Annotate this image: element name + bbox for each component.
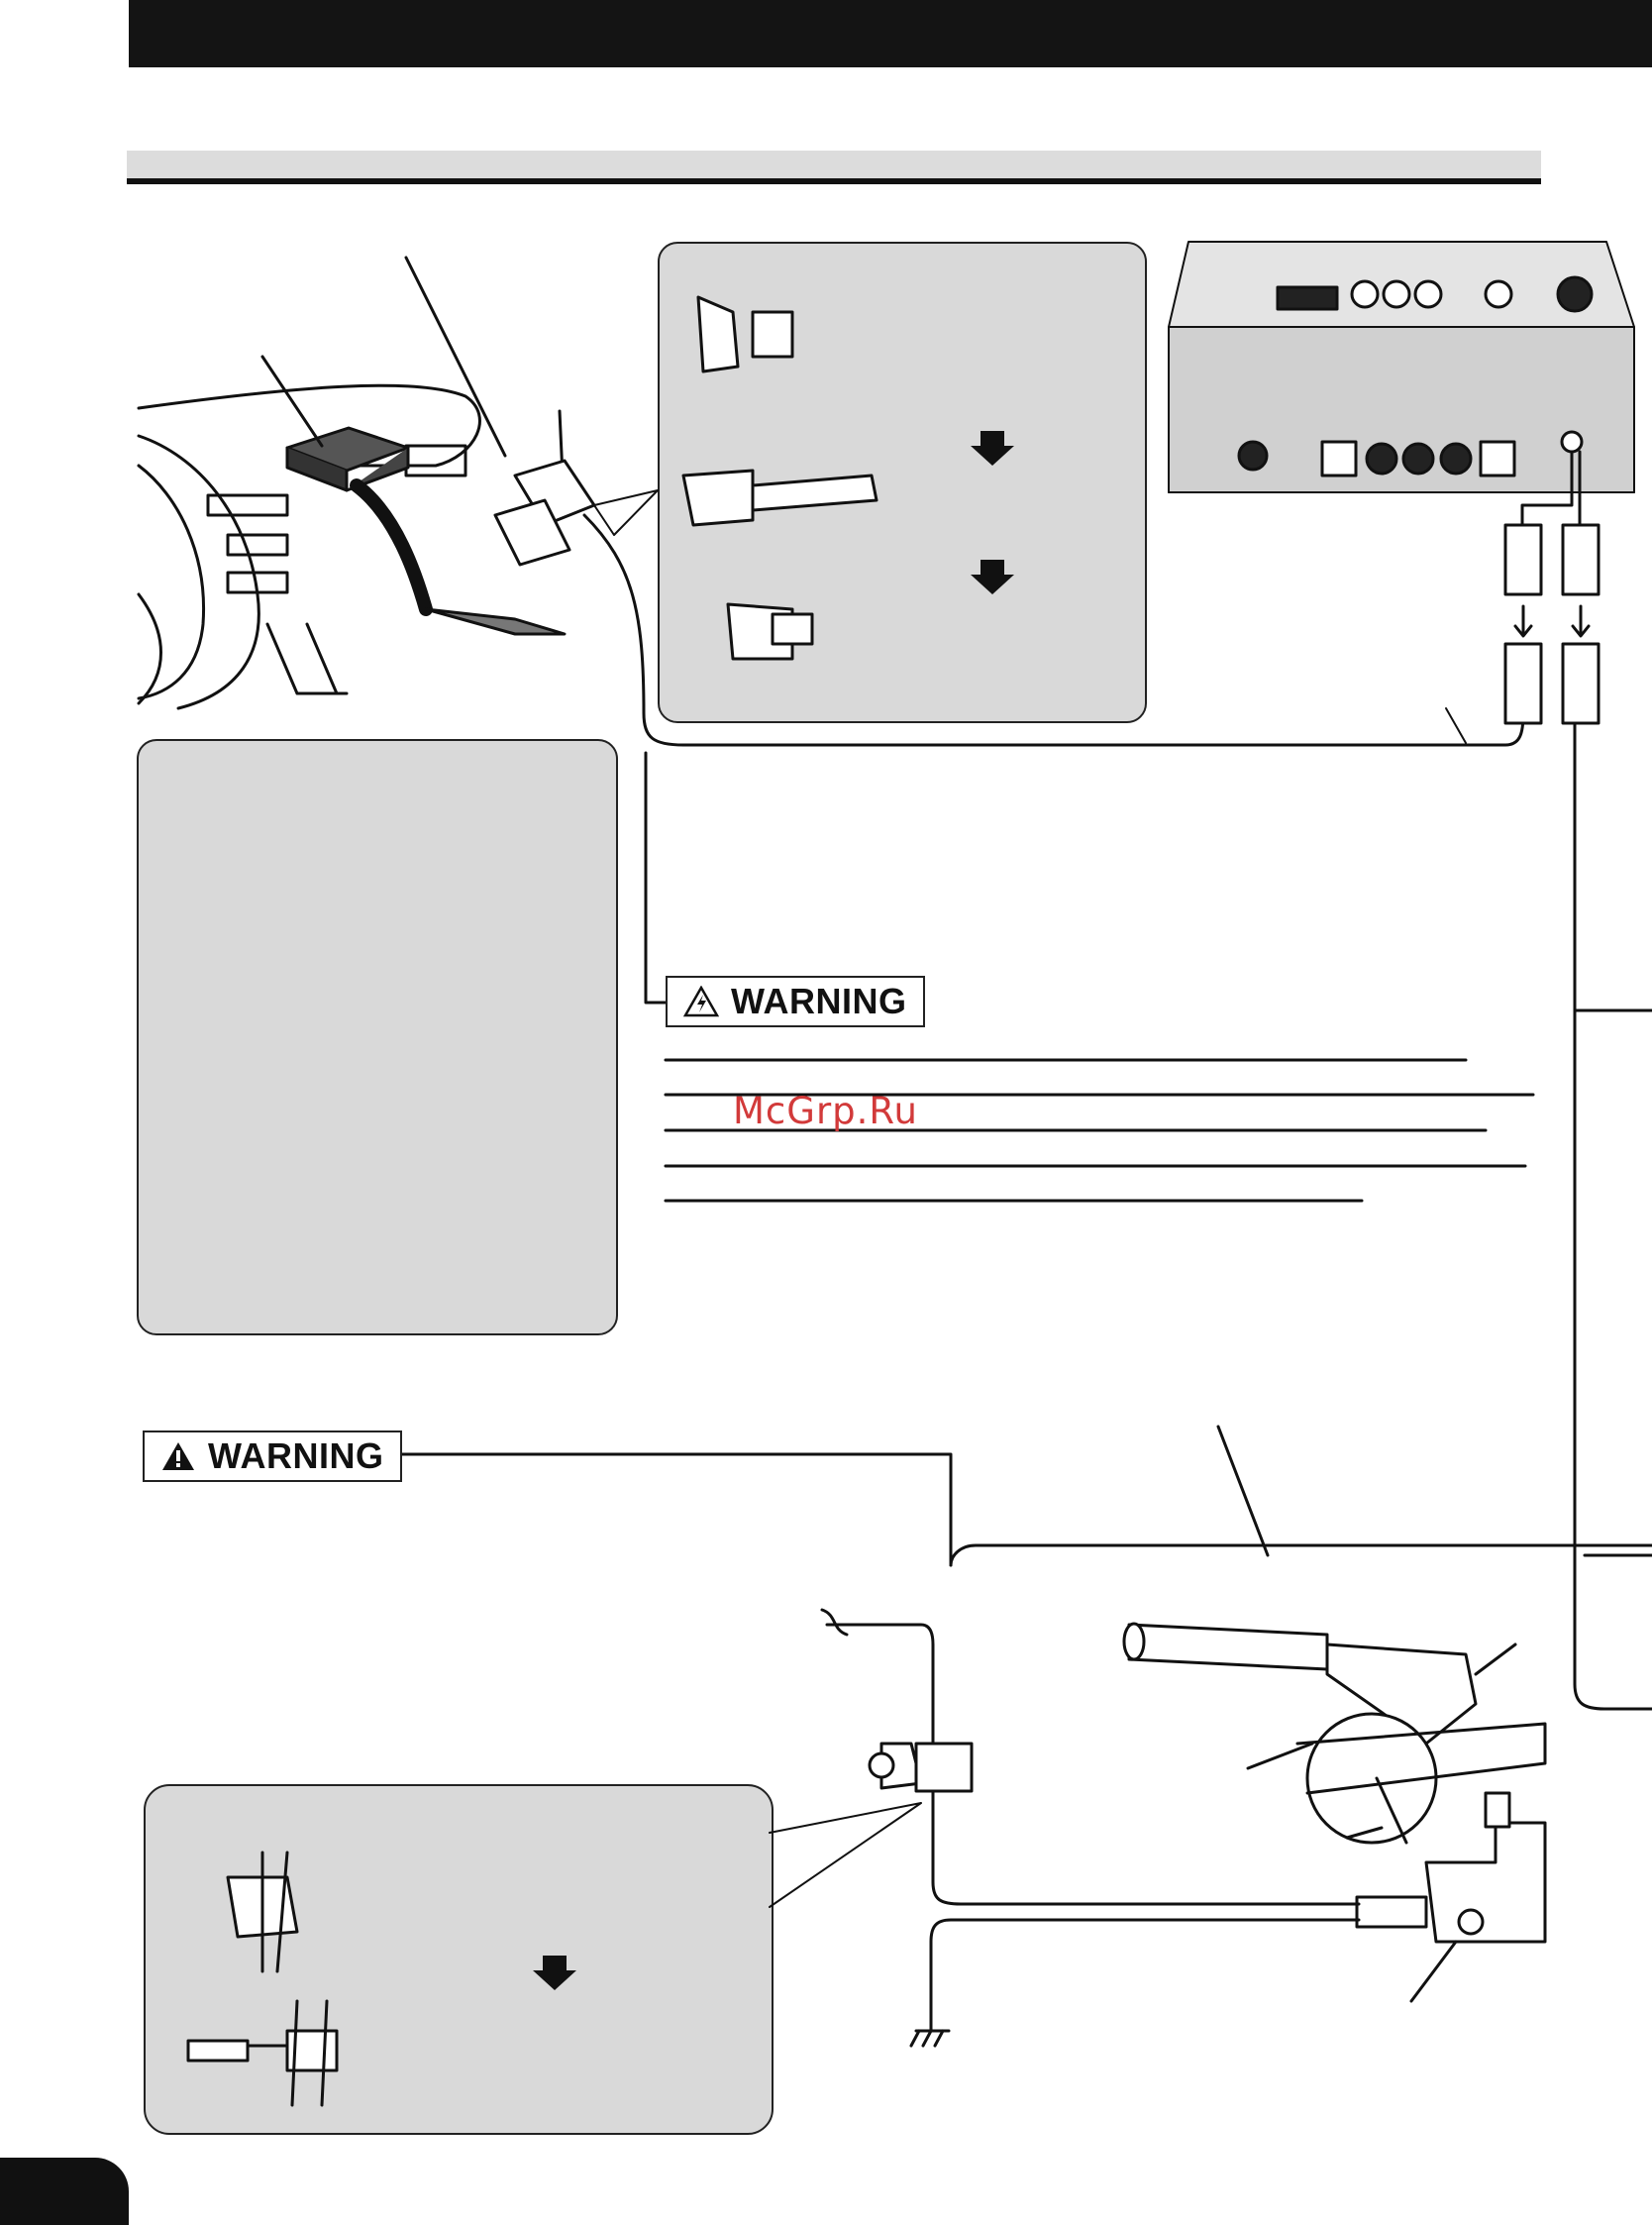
main-unit xyxy=(1169,242,1634,492)
parking-brake-illustration xyxy=(1124,1624,1545,1843)
dashboard-illustration xyxy=(139,385,479,708)
electric-hazard-icon xyxy=(683,986,719,1017)
warning-label-electric xyxy=(666,976,925,1027)
detail-sketches xyxy=(683,297,877,659)
clip-sketches xyxy=(188,1853,337,2105)
wire-clip xyxy=(870,1744,972,1791)
warning-label-general xyxy=(143,1430,402,1482)
page-number-tab xyxy=(0,2158,129,2225)
warning-text: WARNING xyxy=(731,981,907,1021)
car-connector xyxy=(495,461,658,565)
watermark: McGrp.Ru xyxy=(733,1090,918,1132)
exclamation-hazard-icon xyxy=(160,1440,196,1472)
warning-text: WARNING xyxy=(208,1435,384,1476)
plug-connectors xyxy=(1505,525,1599,723)
